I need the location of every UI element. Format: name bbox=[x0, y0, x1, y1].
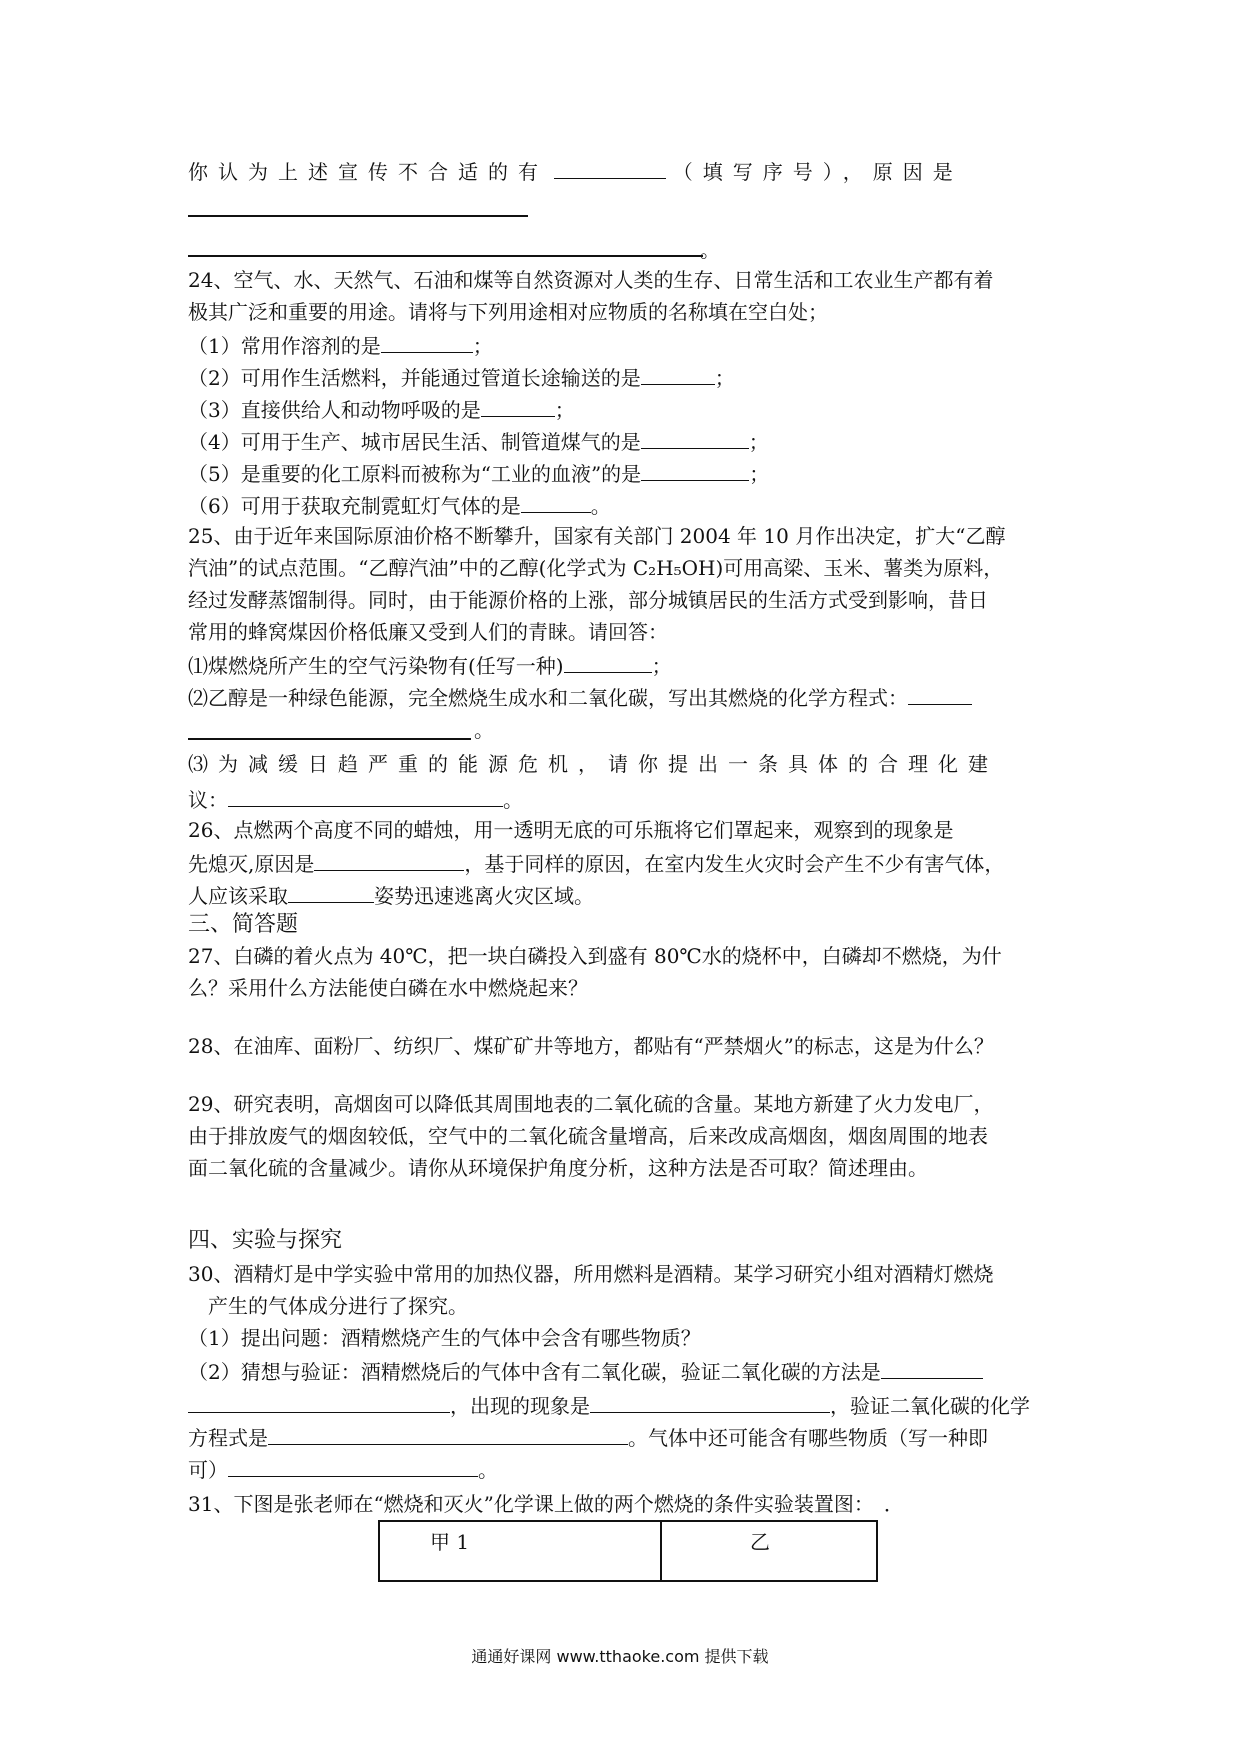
q27-line1: 27、白磷的着火点为 40℃，把一块白磷投入到盛有 80℃水的烧杯中，白磷却不燃烧，为什 bbox=[188, 944, 1002, 968]
q30-line-c-b: 。气体中还可能含有哪些物质（写一种即 bbox=[628, 1426, 988, 1450]
q25-sub3 bbox=[188, 752, 998, 776]
q30-blank-method-b[interactable] bbox=[188, 1392, 450, 1413]
q24-item-6-end: 。 bbox=[590, 494, 611, 518]
q26-blank-posture[interactable] bbox=[288, 882, 374, 903]
q23-blank-number[interactable] bbox=[554, 158, 666, 179]
q25-sub1 bbox=[188, 652, 672, 678]
q25-line2: 汽油”的试点范围。“乙醇汽油”中的乙醇(化学式为 C₂H₅OH)可用高梁、玉米、薯类为原料， bbox=[188, 556, 1004, 580]
q30-line-c-a: 方程式是 bbox=[188, 1426, 268, 1450]
q24-item-4 bbox=[188, 428, 769, 454]
q24-item-4-blank[interactable] bbox=[641, 428, 749, 449]
q25-sub2 bbox=[188, 684, 972, 710]
q25-sub1-end: ； bbox=[651, 654, 672, 678]
q24-item-5-blank[interactable] bbox=[641, 460, 749, 481]
q25-sub3-end: 。 bbox=[503, 788, 523, 812]
q26-line2-b: ，基于同样的原因，在室内发生火灾时会产生不少有害气体， bbox=[464, 852, 1005, 876]
q26-blank-reason[interactable] bbox=[314, 850, 464, 871]
q24-item-3 bbox=[188, 396, 575, 422]
q24-item-5-end: ； bbox=[749, 462, 770, 486]
q30-blank-other-gas[interactable] bbox=[228, 1456, 478, 1477]
q24-item-6 bbox=[188, 492, 611, 518]
q24-item-1-end: ； bbox=[472, 334, 493, 358]
apparatus-table bbox=[378, 1520, 878, 1582]
q30-line-d bbox=[188, 1456, 498, 1482]
q30-blank-equation[interactable] bbox=[268, 1424, 628, 1445]
q26-line1: 26、点燃两个高度不同的蜡烛，用一透明无底的可乐瓶将它们罩起来，观察到的现象是 bbox=[188, 818, 954, 842]
q26-line3 bbox=[188, 882, 594, 908]
q25-sub1-text: ⑴煤燃烧所产生的空气污染物有(任写一种) bbox=[188, 654, 564, 678]
q23-answer-line-2[interactable] bbox=[188, 255, 703, 257]
q25-sub3-b bbox=[188, 786, 523, 812]
q26-line2 bbox=[188, 850, 1004, 876]
q31-line: 31、下图是张老师在“燃烧和灭火”化学课上做的两个燃烧的条件实验装置图： ． bbox=[188, 1492, 904, 1516]
section-4-heading: 四、实验与探究 bbox=[188, 1228, 343, 1253]
q24-item-3-text: （3）直接供给人和动物呼吸的是 bbox=[188, 398, 481, 422]
q26-line3-b: 姿势迅速逃离火灾区域。 bbox=[374, 884, 594, 908]
q25-sub2-text: ⑵乙醇是一种绿色能源，完全燃烧生成水和二氧化碳，写出其燃烧的化学方程式： bbox=[188, 686, 908, 710]
q29-line2: 由于排放废气的烟囱较低，空气中的二氧化硫含量增高，后来改成高烟囱，烟囱周围的地表 bbox=[188, 1124, 988, 1148]
q23-text-a: 你认为上述宣传不合适的有 bbox=[188, 160, 548, 184]
q26-line3-a: 人应该采取 bbox=[188, 884, 288, 908]
q29-line1: 29、研究表明，高烟囱可以降低其周围地表的二氧化硫的含量。某地方新建了火力发电厂， bbox=[188, 1092, 994, 1116]
q30-sub2-text: （2）猜想与验证：酒精燃烧后的气体中含有二氧化碳，验证二氧化碳的方法是 bbox=[188, 1360, 881, 1384]
q27-line2: 么？采用什么方法能使白磷在水中燃烧起来？ bbox=[188, 976, 588, 1000]
q28-line: 28、在油库、面粉厂、纺织厂、煤矿矿井等地方，都贴有“严禁烟火”的标志，这是为什么？ bbox=[188, 1034, 994, 1058]
q30-sub2 bbox=[188, 1358, 983, 1384]
q24-item-1-blank[interactable] bbox=[381, 332, 473, 353]
q23-end: 。 bbox=[700, 238, 720, 262]
q30-line1: 30、酒精灯是中学实验中常用的加热仪器，所用燃料是酒精。某学习研究小组对酒精灯燃烧 bbox=[188, 1262, 994, 1286]
q25-sub1-blank[interactable] bbox=[564, 652, 652, 673]
section-3-heading: 三、简答题 bbox=[188, 912, 299, 937]
q24-item-2-end: ； bbox=[714, 366, 735, 390]
q25-sub2-blank-b[interactable] bbox=[188, 738, 471, 740]
q30-line-b-b: ，验证二氧化碳的化学 bbox=[830, 1394, 1030, 1418]
q24-item-3-end: ； bbox=[554, 398, 575, 422]
q26-line2-a: 先熄灭,原因是 bbox=[188, 852, 315, 876]
q24-item-5-text: （5）是重要的化工原料而被称为“工业的血液”的是 bbox=[188, 462, 642, 486]
q24-item-2-text: （2）可用作生活燃料，并能通过管道长途输送的是 bbox=[188, 366, 641, 390]
q24-item-6-text: （6）可用于获取充制霓虹灯气体的是 bbox=[188, 494, 521, 518]
q24-item-6-blank[interactable] bbox=[521, 492, 591, 513]
q24-item-5 bbox=[188, 460, 769, 486]
table-cell-jia: 甲 1 bbox=[379, 1521, 661, 1581]
q23-line1 bbox=[188, 158, 1052, 184]
q25-sub2-blank-a[interactable] bbox=[908, 684, 972, 705]
q23-answer-line-1[interactable] bbox=[188, 215, 528, 217]
table-cell-yi: 乙 bbox=[661, 1521, 877, 1581]
q25-sub3-b-text: 议： bbox=[188, 788, 228, 812]
q24-line2: 极其广泛和重要的用途。请将与下列用途相对应物质的名称填在空白处； bbox=[188, 300, 828, 324]
q30-line-c bbox=[188, 1424, 988, 1450]
q25-line4: 常用的蜂窝煤因价格低廉又受到人们的青睐。请回答： bbox=[188, 620, 668, 644]
q30-blank-method-a[interactable] bbox=[881, 1358, 983, 1379]
q30-sub1: （1）提出问题：酒精燃烧产生的气体中会含有哪些物质？ bbox=[188, 1326, 701, 1350]
q24-item-4-text: （4）可用于生产、城市居民生活、制管道煤气的是 bbox=[188, 430, 641, 454]
page-footer: 通通好课网 www.tthaoke.com 提供下载 bbox=[471, 1647, 769, 1666]
q25-sub3-blank[interactable] bbox=[228, 786, 503, 807]
q30-blank-phenomenon[interactable] bbox=[590, 1392, 830, 1413]
q24-item-2-blank[interactable] bbox=[641, 364, 715, 385]
q25-line3: 经过发酵蒸馏制得。同时，由于能源价格的上涨，部分城镇居民的生活方式受到影响，昔日 bbox=[188, 588, 988, 612]
q30-line-b-a: ，出现的现象是 bbox=[450, 1394, 590, 1418]
q30-line-d-b: 。 bbox=[478, 1458, 498, 1482]
q24-line1: 24、空气、水、天然气、石油和煤等自然资源对人类的生存、日常生活和工农业生产都有着 bbox=[188, 268, 994, 292]
q24-item-1 bbox=[188, 332, 493, 358]
q25-line1: 25、由于近年来国际原油价格不断攀升，国家有关部门 2004 年 10 月作出决定，扩大“乙醇 bbox=[188, 524, 1006, 548]
q29-line3: 面二氧化硫的含量减少。请你从环境保护角度分析，这种方法是否可取？简述理由。 bbox=[188, 1156, 928, 1180]
q30-line2: 产生的气体成分进行了探究。 bbox=[208, 1294, 468, 1318]
q24-item-2 bbox=[188, 364, 735, 390]
q25-sub2-end: 。 bbox=[474, 718, 494, 742]
q30-line-b bbox=[188, 1392, 1030, 1418]
q24-item-4-end: ； bbox=[748, 430, 769, 454]
q24-item-1-text: （1）常用作溶剂的是 bbox=[188, 334, 381, 358]
q24-item-3-blank[interactable] bbox=[481, 396, 555, 417]
q23-text-b: （填写序号），原因是 bbox=[672, 160, 963, 184]
q25-sub3-text: ⑶为减缓日趋严重的能源危机，请你提出一条具体的合理化建 bbox=[188, 752, 998, 776]
q30-line-d-a: 可） bbox=[188, 1458, 228, 1482]
